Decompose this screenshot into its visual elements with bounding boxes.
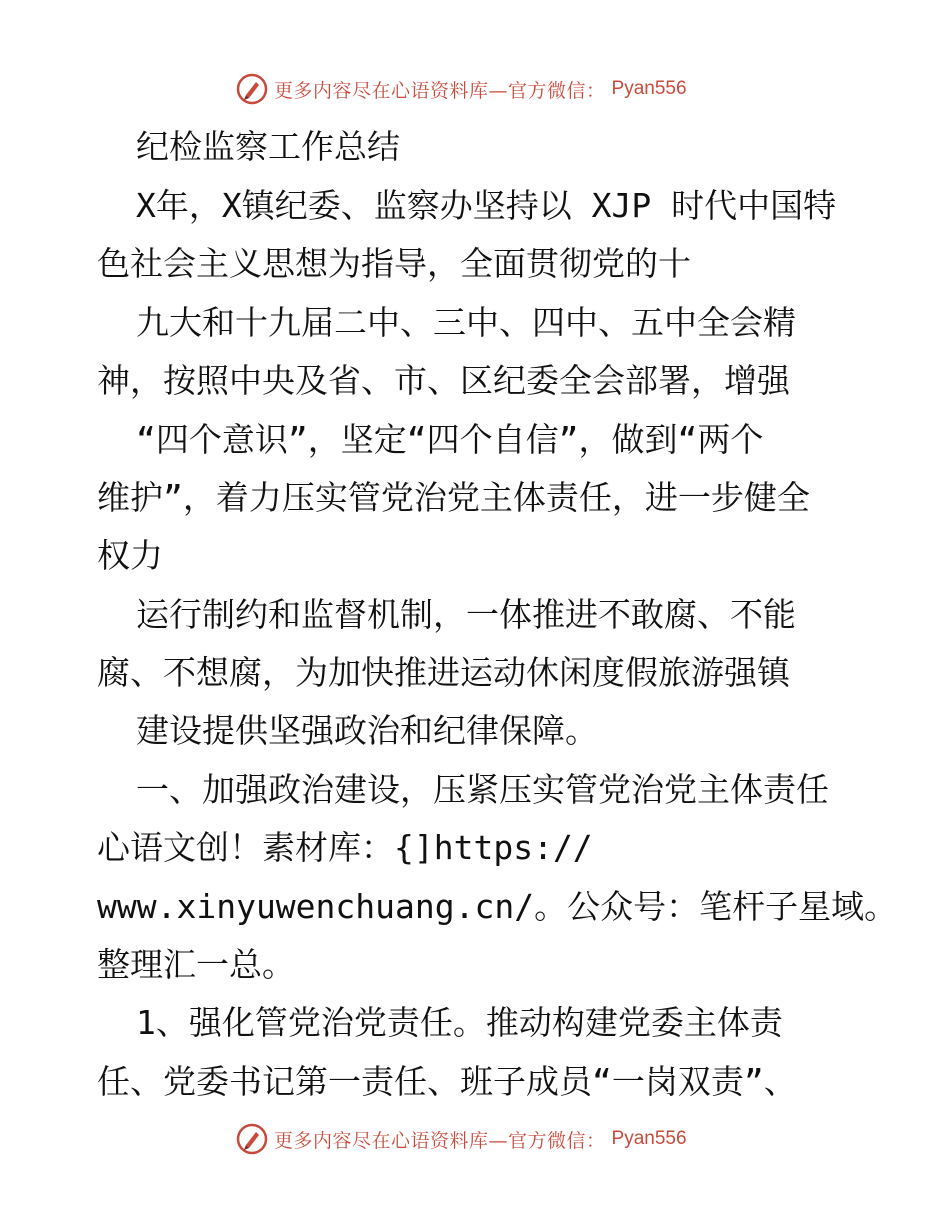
section-heading: 一、加强政治建设，压紧压实管党治党主体责任 <box>136 770 829 809</box>
paragraph-line: 运行制约和监督机制，一体推进不敢腐、不能 <box>136 595 796 634</box>
document-title: 纪检监察工作总结 <box>136 127 400 166</box>
banner-wechat-id: Pyan556 <box>611 78 687 99</box>
banner-text: 更多内容尽在心语资料库—官方微信： <box>274 1129 606 1152</box>
pen-logo-icon <box>236 1123 268 1155</box>
footer-watermark-banner <box>236 1122 687 1156</box>
paragraph-line: 九大和十九届二中、三中、四中、五中全会精 <box>136 303 796 342</box>
banner-text: 更多内容尽在心语资料库—官方微信： <box>274 79 606 102</box>
header-watermark-banner <box>236 72 687 106</box>
paragraph-line: 维护”，着力压实管党治党主体责任，进一步健全 <box>97 478 810 517</box>
paragraph-line: “四个意识”，坚定“四个自信”，做到“两个 <box>136 420 764 459</box>
paragraph-line: 整理汇一总。 <box>97 945 295 984</box>
paragraph-line: 1、强化管党治党责任。推动构建党委主体责 <box>136 1003 783 1042</box>
paragraph-line: 心语文创！素材库：{]https:// <box>97 828 593 867</box>
paragraph-line: 腐、不想腐，为加快推进运动休闲度假旅游强镇 <box>97 653 790 692</box>
paragraph-line: www.xinyuwenchuang.cn/。公众号：笔杆子星域。 <box>97 887 898 926</box>
paragraph-line: 建设提供坚强政治和纪律保障。 <box>136 711 598 750</box>
paragraph-line: 任、党委书记第一责任、班子成员“一岗双责”、 <box>97 1062 797 1101</box>
paragraph-line: 色社会主义思想为指导，全面贯彻党的十 <box>97 244 691 283</box>
paragraph-line: 权力 <box>97 536 163 575</box>
banner-wechat-id: Pyan556 <box>611 1128 687 1149</box>
paragraph-line: X年，X镇纪委、监察办坚持以 XJP 时代中国特 <box>136 186 837 225</box>
paragraph-line: 神，按照中央及省、市、区纪委全会部署，增强 <box>97 361 790 400</box>
pen-logo-icon <box>236 73 268 105</box>
